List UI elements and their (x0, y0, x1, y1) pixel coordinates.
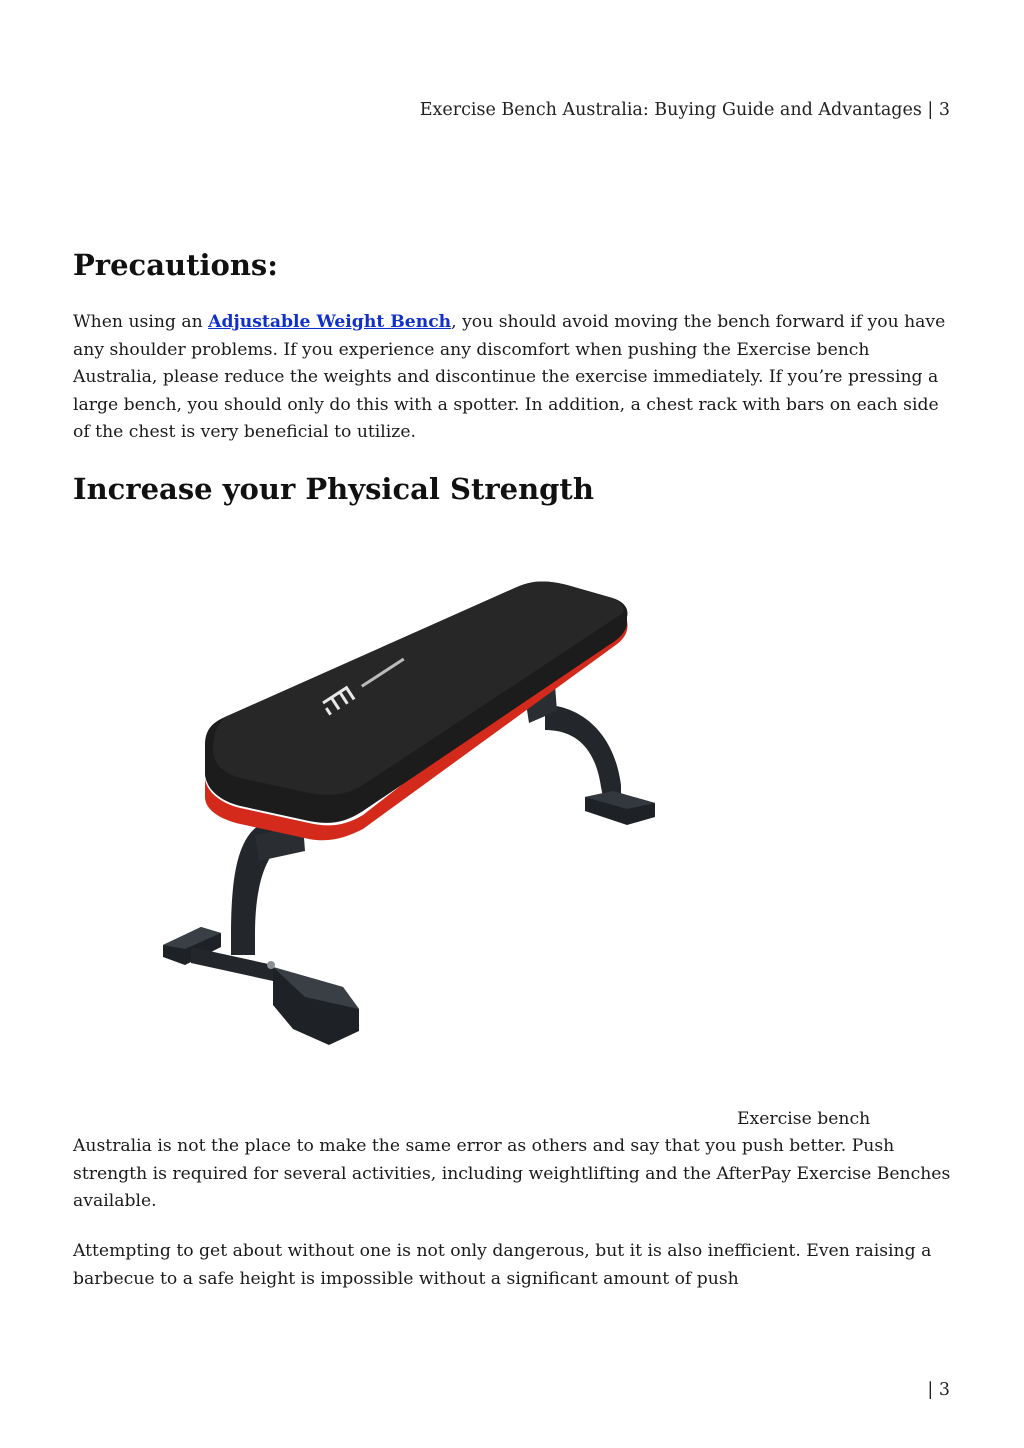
page-number: | 3 (927, 1380, 950, 1400)
paragraph-suffix: , you should avoid moving the bench forward if you have any shoulder problems. If you experience any discomfort when pushing the Exercise bench Australia, please reduce the weights and discontinue the exercise immediately. If you’re pressing a large bench, you should only do this with a spotter. In addition, a chest rack with bars on each side of the chest is very beneficial to utilize. (73, 312, 946, 442)
adjustable-weight-bench-link[interactable]: Adjustable Weight Bench (208, 312, 452, 332)
section-heading-strength: Increase your Physical Strength (73, 472, 594, 506)
paragraph-prefix: When using an (73, 312, 209, 332)
section-heading-precautions: Precautions: (73, 248, 278, 282)
bench-image (73, 535, 735, 1110)
strength-paragraph-2: Attempting to get about without one is not only dangerous, but it is also inefficient. Even raising a barbecue to a safe height is impossible without a significant amount of push (73, 1241, 932, 1289)
strength-paragraph-1: Australia is not the place to make the same error as others and say that you push better. Push strength is required for several activities, including weightlifting and the AfterPay Exercise Benches available. (73, 1136, 951, 1211)
image-caption: Exercise bench (737, 1109, 871, 1129)
page-header: Exercise Bench Australia: Buying Guide and Advantages | 3 (419, 100, 950, 120)
precautions-paragraph (73, 309, 953, 447)
